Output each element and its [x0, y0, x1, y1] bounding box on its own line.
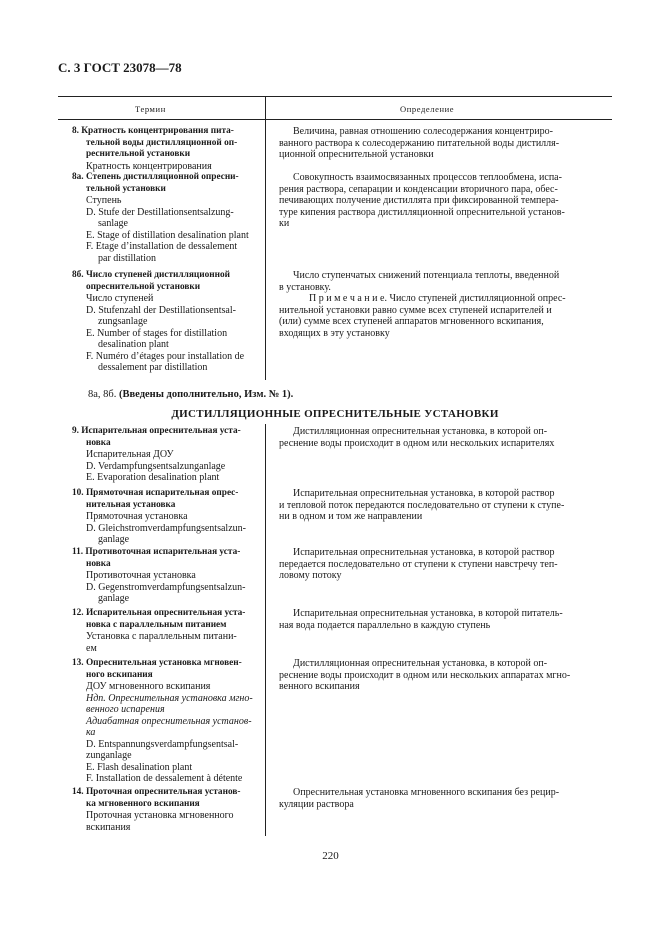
term-line: ка — [86, 727, 96, 738]
definition-line: печивающих получение дистиллята при фиксированной темпера- — [279, 195, 559, 206]
term-line: 12. Испарительная опреснительная уста- — [72, 608, 246, 618]
term-line: 13. Опреснительная установка мгновен- — [72, 658, 242, 668]
definition-line: Испарительная опреснительная установка, в которой раствор — [293, 547, 555, 558]
amendment-text: (Введены дополнительно, Изм. № 1). — [119, 389, 294, 400]
definition-cell — [279, 126, 599, 161]
definition-cell — [279, 488, 599, 523]
column-divider-header — [265, 96, 266, 119]
term-line: desalination plant — [98, 339, 169, 350]
term-line: ка мгновенного вскипания — [86, 798, 200, 809]
term-line: 8а. Степень дистилляционной опресни- — [72, 172, 239, 182]
term-line: 8. Кратность концентрирования пита- — [72, 126, 234, 136]
term-cell — [72, 270, 268, 374]
definition-line: Испарительная опреснительная установка, в которой питатель- — [293, 608, 563, 619]
definition-line: Опреснительная установка мгновенного вскипания без рецир- — [293, 787, 560, 798]
term-line: Противоточная установка — [86, 570, 196, 581]
term-line: Ступень — [86, 195, 122, 206]
term-cell — [72, 488, 268, 546]
definition-line: Дистилляционная опреснительная установка, в которой оп- — [293, 658, 548, 669]
definition-cell — [279, 172, 599, 230]
definition-line: ционной опреснительной установки — [279, 149, 434, 160]
term-line: реснительной установки — [86, 149, 191, 159]
term-line: новка — [86, 437, 111, 448]
term-cell — [72, 658, 268, 785]
amendment-prefix: 8а, 8б. — [88, 389, 120, 400]
term-line: E. Stage of distillation desalination plant — [86, 229, 249, 241]
term-line: D. Stufe der Destillationsentsalzung- — [86, 206, 234, 218]
term-line: Кратность концентрирования — [86, 160, 212, 172]
term-line: нительная установка — [86, 499, 176, 510]
term-cell — [72, 126, 268, 172]
definition-line: Испарительная опреснительная установка, в которой раствор — [293, 488, 555, 499]
term-line: zunganlage — [86, 750, 132, 761]
term-line: 14. Проточная опреснительная установ- — [72, 787, 241, 797]
term-line: E. Number of stages for distillation — [86, 327, 228, 339]
term-cell — [72, 172, 268, 264]
column-header-term: Термин — [135, 104, 166, 114]
term-line: новка с параллельным питанием — [86, 619, 227, 630]
term-line: 10. Прямоточная испарительная опрес- — [72, 488, 239, 498]
term-line: E. Flash desalination plant — [86, 761, 193, 773]
term-line: тельной установки — [86, 183, 166, 194]
term-line: ем — [86, 642, 97, 654]
term-line: E. Evaporation desalination plant — [86, 472, 220, 483]
term-line: Прямоточная установка — [86, 511, 188, 522]
definition-line: Совокупность взаимосвязанных процессов теплообмена, испа- — [293, 172, 562, 183]
definition-cell — [279, 426, 599, 449]
definition-line: куляции раствора — [279, 798, 354, 810]
term-line: тельной воды дистилляционной оп- — [86, 137, 238, 148]
definition-cell — [279, 658, 599, 693]
term-line: Число ступеней — [86, 293, 154, 304]
definition-line: реснение воды происходит в одном или нескольких испарителях — [279, 437, 555, 449]
term-line: D. Stufenzahl der Destillationsentsal- — [86, 304, 236, 316]
term-line: Испарительная ДОУ — [86, 449, 174, 460]
table-top-rule — [58, 96, 612, 97]
table-header-rule — [58, 119, 612, 120]
page-number: 220 — [322, 850, 339, 862]
term-line: 8б. Число ступеней дистилляционной — [72, 270, 230, 280]
term-line: 9. Испарительная опреснительная уста- — [72, 426, 241, 436]
term-line: Ндп. Опреснительная установка мгно- — [86, 692, 253, 704]
term-line: Установка с параллельным питани- — [86, 631, 237, 642]
term-line: F. Numéro d’étages pour installation de — [86, 350, 245, 362]
term-line: dessalement par distillation — [98, 362, 208, 373]
term-line: Проточная установка мгновенного — [86, 810, 234, 821]
term-line: zungsanlage — [98, 316, 148, 327]
definition-cell — [279, 787, 599, 810]
definition-cell — [279, 270, 599, 339]
term-cell — [72, 547, 268, 605]
term-line: par distillation — [98, 252, 157, 264]
term-line: опреснительной установки — [86, 281, 201, 292]
definition-line: реснение воды происходит в одном или нескольких аппаратах мгно- — [279, 669, 571, 681]
term-line: ganlage — [98, 593, 130, 604]
definition-line: ни в одном и том же направлении — [279, 511, 423, 522]
definition-line: ловому потоку — [279, 570, 342, 581]
term-line: D. Verdampfungsentsalzunganlage — [86, 460, 226, 472]
term-line: 11. Противоточная испарительная уста- — [72, 547, 241, 557]
term-line: вскипания — [86, 821, 131, 833]
definition-line: Число ступенчатых снижений потенциала теплоты, введенной — [293, 270, 560, 281]
definition-line: венного вскипания — [279, 681, 360, 692]
definition-line: Дистилляционная опреснительная установка, в которой оп- — [293, 426, 548, 437]
definition-line: в установку. — [279, 281, 331, 293]
definition-line: П р и м е ч а н и е. Число ступеней дистилляционной опрес- — [309, 293, 566, 304]
term-cell — [72, 787, 268, 833]
definition-cell — [279, 547, 599, 582]
term-line: D. Gegenstromverdampfungsentsalzun- — [86, 581, 246, 593]
definition-line: ки — [279, 218, 290, 229]
definition-line: туре кипения раствора дистилляционной опреснительной установ- — [279, 206, 565, 218]
term-line: F. Etage d’installation de dessalement — [86, 241, 238, 252]
column-header-definition: Определение — [400, 104, 455, 114]
term-line: ного вскипания — [86, 669, 153, 680]
term-line: венного испарения — [86, 704, 165, 715]
definition-line: ванного раствора к солесодержанию питательной воды дистилля- — [279, 137, 560, 149]
definition-line: (или) сумме всех ступеней аппаратов мгновенного вскипания, — [279, 316, 544, 327]
term-line: F. Installation de dessalement à détente — [86, 773, 243, 784]
term-line: ganlage — [98, 534, 130, 545]
definition-line: рения раствора, сепарации и конденсации вторичного пара, обес- — [279, 183, 558, 195]
term-cell — [72, 608, 268, 654]
term-line: новка — [86, 558, 111, 569]
term-line: Адиабатная опреснительная установ- — [86, 715, 252, 727]
section-title: ДИСТИЛЛЯЦИОННЫЕ ОПРЕСНИТЕЛЬНЫЕ УСТАНОВКИ — [171, 408, 499, 420]
page-header: С. 3 ГОСТ 23078—78 — [58, 60, 182, 75]
definition-cell — [279, 608, 599, 631]
term-cell — [72, 426, 268, 484]
term-line: sanlage — [98, 218, 128, 229]
definition-line: ная вода подается параллельно в каждую ступень — [279, 619, 491, 631]
definition-line: нительной установки равно сумме всех ступеней испарителей и — [279, 304, 552, 316]
term-line: D. Gleichstromverdampfungsentsalzun- — [86, 522, 246, 534]
term-line: ДОУ мгновенного вскипания — [86, 681, 211, 692]
definition-line: Величина, равная отношению солесодержания концентриро- — [293, 126, 553, 137]
term-line: D. Entspannungsverdampfungsentsal- — [86, 738, 239, 750]
definition-line: передается последовательно от ступени к ступени навстречу теп- — [279, 558, 558, 570]
definition-line: входящих в эту установку — [279, 327, 390, 339]
definition-line: и тепловой поток передаются последовательно от ступени к ступе- — [279, 499, 565, 511]
amendment-note — [88, 389, 293, 400]
